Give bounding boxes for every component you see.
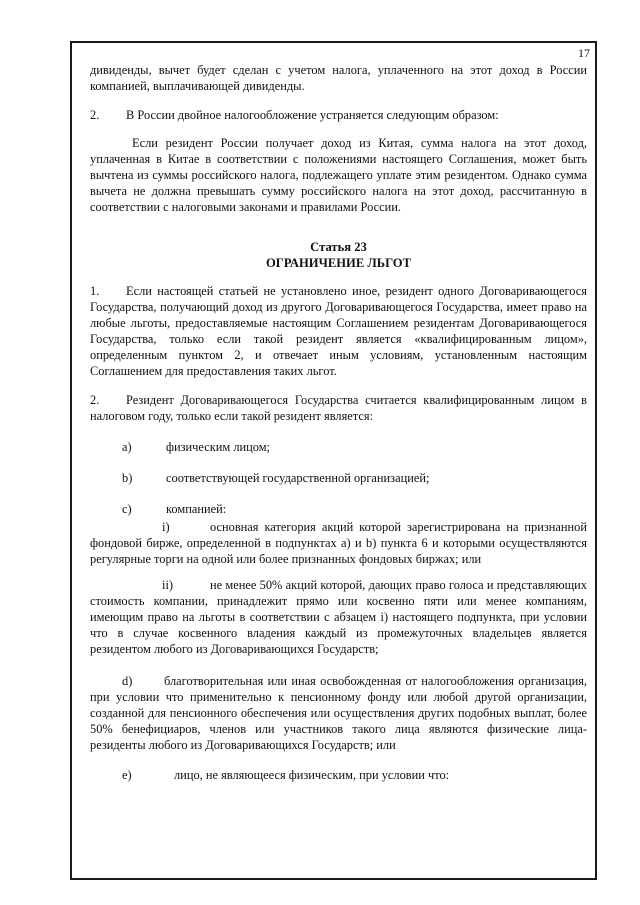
list-item-c-text: компанией: [166,502,227,516]
clause-2 [90,392,587,424]
article-heading [90,239,587,271]
list-item-a-text: физическим лицом; [166,440,271,454]
list-item-c-sub-1 [90,519,587,567]
list-item-d-text: благотворительная или иная освобожденная от налогообложения организация, при условии что применительно к пенсионному фонду или любой другой организации, созданной для пенсионного обеспечения или осуществления других подобных выплат, более 50% бенефициаров, членов или участников такого лица являются физические лица-резиденты любого из Договаривающихся Государств; или [90,674,587,752]
paragraph-2-number: 2. [90,108,100,122]
clause-2-text: Резидент Договаривающегося Государства считается квалифицированным лицом в налоговом году, только если такой резидент является: [90,393,587,423]
clause-2-number: 2. [90,393,100,407]
list-item-c-sub-2 [90,577,587,657]
list-item-b-text: соответствующей государственной организацией; [166,471,430,485]
list-item-c-sub-1-text: основная категория акций которой зарегистрирована на признанной фондовой бирже, определенной в подпунктах а) и b) пункта 6 и которыми осуществляются регулярные торги на одной или более признанных фондовых биржах; или [90,520,587,566]
list-item-a [122,439,587,455]
paragraph-2-body: Если резидент России получает доход из Китая, сумма налога на этот доход, уплаченная в Китае в соответствии с положениями настоящего Соглашения, может быть вычтена из суммы российского налога, подлежащего уплате этим резидентом. Однако сумма вычета не должна превышать сумму российского налога на этот доход, рассчитанную в соответствии с налоговыми законами и правилами России. [90,136,587,214]
article-number: Статья 23 [310,240,367,254]
list-item-b-marker: b) [122,471,133,485]
document-body [90,62,587,798]
list-item-c [122,501,587,517]
clause-1-number: 1. [90,284,100,298]
page-number: 17 [578,46,590,60]
list-item-d-marker: d) [122,674,133,688]
list-item-e-text: лицо, не являющееся физическим, при условии что: [174,768,450,782]
list-item-a-marker: а) [122,440,132,454]
list-item-c-sub-1-marker: i) [162,520,170,534]
list-item-e-marker: е) [122,768,132,782]
list-item-e [122,767,587,783]
clause-1-text: Если настоящей статьей не установлено иное, резидент одного Договаривающегося Государства, получающий доход из другого Договаривающегося Государства, имеет право на любые льготы, предоставляемые настоящим Соглашением резидентам Договаривающегося Государства, только если такой резидент является «квалифицированным лицом», определенным пунктом 2, и отвечает иным условиям, установленным настоящим Соглашением для предоставления таких льгот. [90,284,587,378]
article-title: ОГРАНИЧЕНИЕ ЛЬГОТ [266,256,411,270]
list-item-c-sub-2-text: не менее 50% акций которой, дающих право голоса и представляющих стоимость компании, принадлежит прямо или косвенно пяти или менее компаниям, имеющим право на льготы в соответствии с абзацем i) настоящего подпункта, при условии что в случае косвенного владения каждый из промежуточных владельцев является резидентом любого из Договаривающихся Государств; [90,578,587,656]
paragraph-2-intro-text: В России двойное налогообложение устраняется следующим образом: [126,108,499,122]
paragraph-continuation: дивиденды, вычет будет сделан с учетом налога, уплаченного на этот доход в России компанией, выплачивающей дивиденды. [90,63,587,93]
list-item-c-marker: с) [122,502,132,516]
list-item-d [90,673,587,753]
list-item-c-sub-2-marker: ii) [162,578,174,592]
clause-1 [90,283,587,379]
paragraph-2-intro [90,107,587,123]
list-item-b [122,470,587,486]
